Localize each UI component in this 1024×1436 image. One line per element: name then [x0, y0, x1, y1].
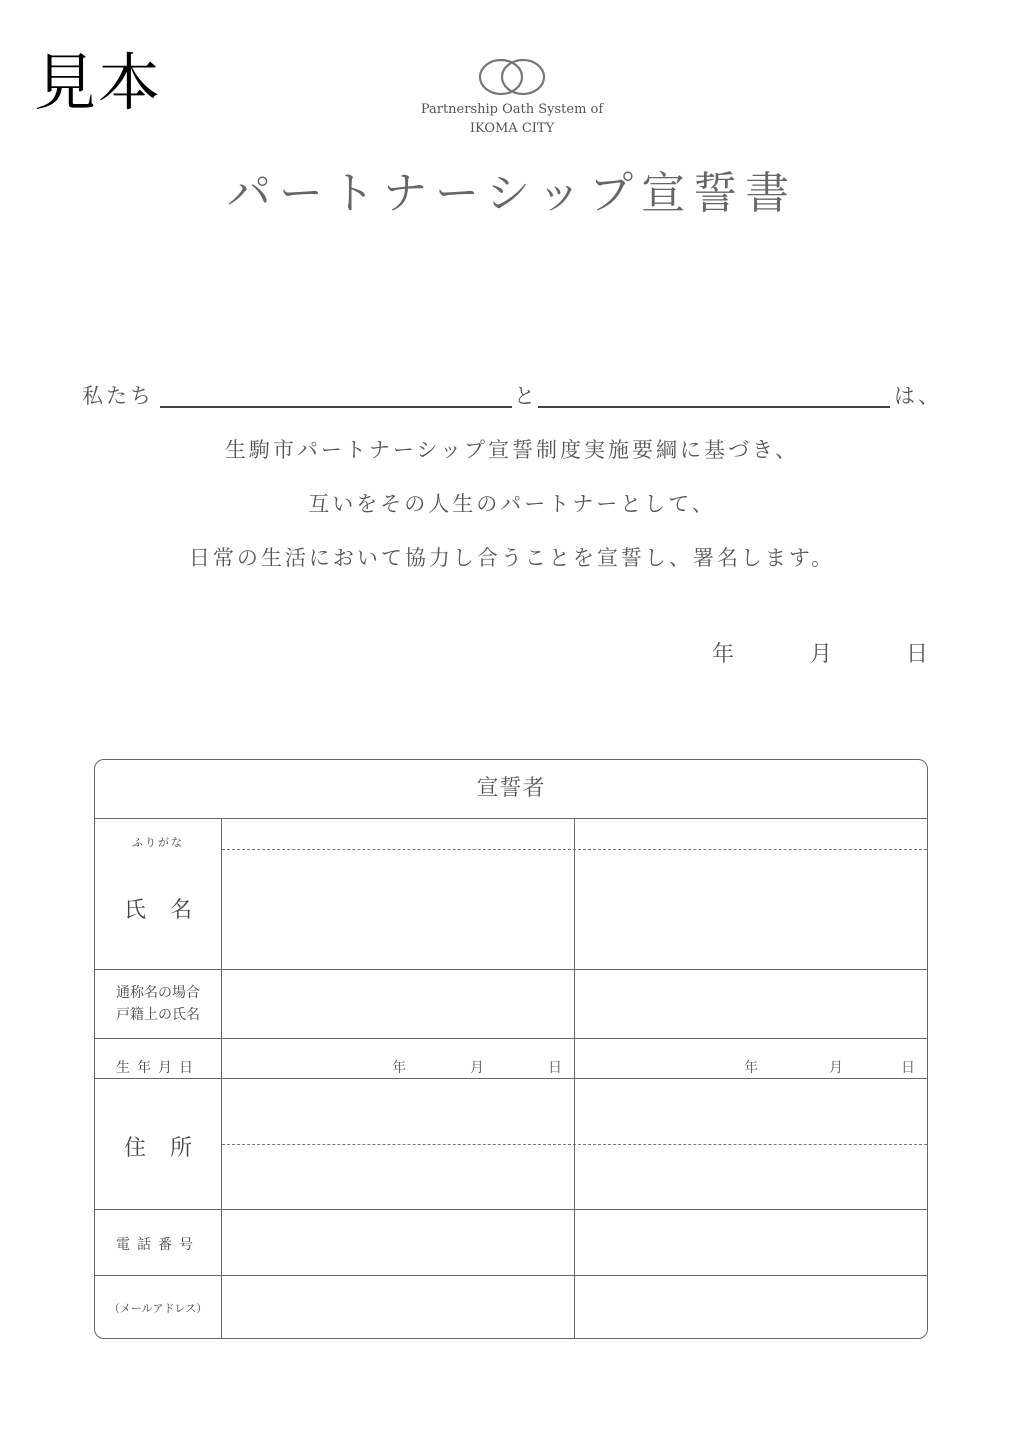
oath-topic: は、	[894, 384, 942, 408]
label-furigana: ふりがな	[132, 836, 184, 849]
label-phone: 電話番号	[116, 1237, 200, 1253]
date-day: 日	[906, 642, 929, 667]
document-title: パートナーシップ宣誓書	[226, 168, 798, 219]
rings-icon	[476, 56, 548, 98]
label-name: 氏名	[123, 898, 216, 923]
alias-field-2[interactable]	[576, 971, 926, 1036]
logo-line-1: Partnership Oath System of	[420, 102, 604, 117]
partner-2-blank[interactable]	[538, 406, 890, 408]
phone-field-1[interactable]	[223, 1211, 572, 1273]
sample-watermark: 見本	[34, 46, 163, 119]
name-field-1[interactable]	[223, 851, 572, 967]
furigana-field-2[interactable]	[576, 820, 926, 848]
dob-day-1: 日	[548, 1060, 562, 1076]
address-field-1[interactable]	[223, 1080, 572, 1207]
logo	[412, 56, 612, 138]
phone-field-2[interactable]	[576, 1211, 926, 1273]
oath-we: 私たち	[82, 384, 154, 408]
declarant-table	[94, 759, 928, 1339]
dob-year-1: 年	[392, 1060, 406, 1076]
name-field-2[interactable]	[576, 851, 926, 967]
dob-day-2: 日	[901, 1060, 915, 1076]
dob-year-2: 年	[744, 1060, 758, 1076]
label-address: 住所	[123, 1136, 216, 1161]
email-field-2[interactable]	[576, 1277, 926, 1337]
oath-line-2: 生駒市パートナーシップ宣誓制度実施要綱に基づき、	[224, 438, 800, 462]
oath-and: と	[514, 384, 538, 408]
oath-line-4: 日常の生活において協力し合うことを宣誓し、署名します。	[188, 546, 836, 570]
date-month: 月	[810, 642, 833, 667]
label-alias-2: 戸籍上の氏名	[116, 1007, 200, 1023]
email-field-1[interactable]	[223, 1277, 572, 1337]
oath-line-3: 互いをその人生のパートナーとして、	[308, 492, 716, 516]
label-alias-1: 通称名の場合	[116, 985, 200, 1001]
furigana-field-1[interactable]	[223, 820, 572, 848]
alias-field-1[interactable]	[223, 971, 572, 1036]
table-header: 宣誓者	[476, 776, 546, 801]
label-email: （メールアドレス）	[108, 1302, 208, 1315]
partner-1-blank[interactable]	[160, 406, 512, 408]
date-year: 年	[712, 642, 735, 667]
dob-month-1: 月	[470, 1060, 484, 1076]
label-birthdate: 生年月日	[116, 1060, 200, 1076]
address-field-2[interactable]	[576, 1080, 926, 1207]
logo-line-2: IKOMA CITY	[469, 121, 555, 136]
dob-month-2: 月	[829, 1060, 843, 1076]
